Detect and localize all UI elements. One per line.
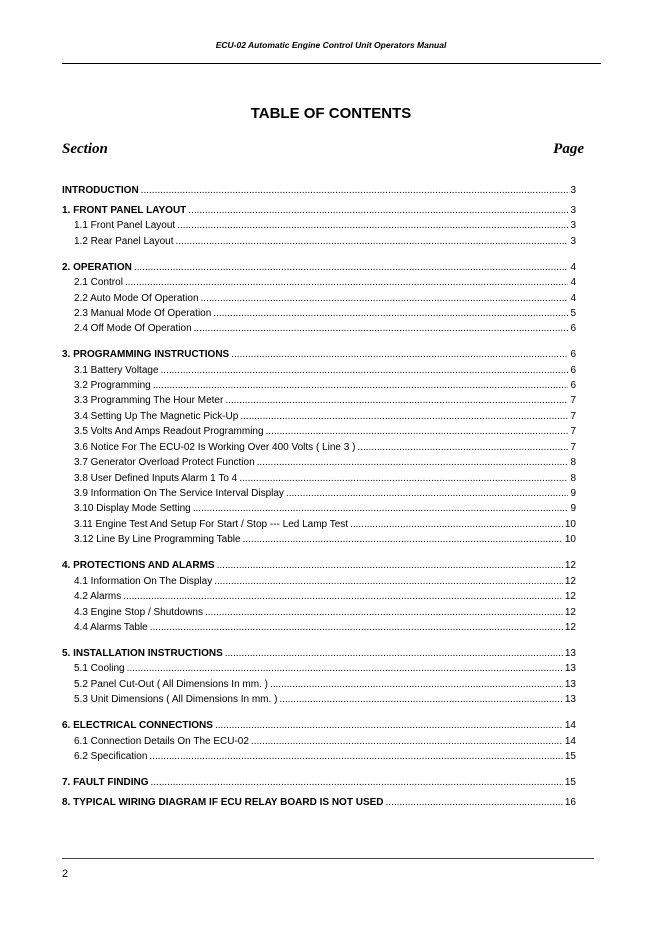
toc-entry-page: 14 [564,720,576,731]
toc-entry-title: 3.7 Generator Overload Protect Function [74,457,255,468]
toc-entry-page: 12 [564,607,576,618]
toc-subsection-entry [74,621,576,635]
toc-entry-page: 6 [570,323,576,334]
dot-leader [194,322,569,336]
toc-entry-title: 4.2 Alarms [74,591,122,602]
toc-entry-page: 14 [564,736,576,747]
toc-entry-title: 1.1 Front Panel Layout [74,220,176,231]
toc-entry-page: 4 [570,277,576,288]
toc-subsection-entry [74,518,576,532]
toc-entry-title: 3.3 Programming The Hour Meter [74,395,224,406]
toc-section-entry [62,184,576,198]
dot-leader [150,776,562,790]
toc-section-entry [62,348,576,362]
dot-leader [240,410,568,424]
toc-entry-title: 5. INSTALLATION INSTRUCTIONS [62,648,223,659]
running-header: ECU-02 Automatic Engine Control Unit Operators Manual [215,40,447,50]
toc-entry-title: 2.2 Auto Mode Of Operation [74,293,199,304]
dot-leader [286,487,569,501]
toc-entry-title: 6.1 Connection Details On The ECU-02 [74,736,249,747]
toc-entry-page: 7 [570,442,576,453]
toc-subsection-entry [74,487,576,501]
toc-entry-title: 2.3 Manual Mode Of Operation [74,308,212,319]
dot-leader [201,292,569,306]
toc-subsection-entry [74,456,576,470]
page-column-label: Page [553,141,584,157]
dot-leader [225,394,568,408]
toc-entry-page: 13 [564,663,576,674]
toc-entry-page: 6 [570,380,576,391]
toc-subsection-entry [74,394,576,408]
toc-entry-title: 3.12 Line By Line Programming Table [74,534,241,545]
toc-entry-title: 4.1 Information On The Display [74,576,213,587]
toc-entry-title: 3. PROGRAMMING INSTRUCTIONS [62,349,230,360]
toc-entry-page: 13 [564,648,576,659]
toc-subsection-entry [74,533,576,547]
toc-subsection-entry [74,678,576,692]
dot-leader [217,559,563,573]
toc-entry-page: 9 [570,503,576,514]
dot-leader [141,184,569,198]
toc-entry-title: 3.9 Information On The Service Interval Display [74,488,284,499]
toc-entry-title: 8. TYPICAL WIRING DIAGRAM IF ECU RELAY BOARD IS NOT USED [62,797,384,808]
toc-entry-page: 3 [570,185,576,196]
toc-entry-page: 9 [570,488,576,499]
toc-section-entry [62,261,576,275]
dot-leader [149,750,562,764]
toc-section-entry [62,776,576,790]
toc-title: TABLE OF CONTENTS [250,105,412,122]
toc-entry-title: 3.5 Volts And Amps Readout Programming [74,426,264,437]
toc-entry-page: 7 [570,395,576,406]
toc-subsection-entry [74,379,576,393]
toc-subsection-entry [74,425,576,439]
toc-section-entry [62,719,576,733]
toc-entry-page: 3 [570,220,576,231]
dot-leader [270,678,563,692]
toc-entry-title: 3.11 Engine Test And Setup For Start / Stop --- Led Lamp Test [74,519,349,530]
toc-entry-title: 4. PROTECTIONS AND ALARMS [62,560,215,571]
toc-entry-page: 16 [564,797,576,808]
toc-entry-page: 6 [570,349,576,360]
toc-section-entry [62,647,576,661]
toc-entry-title: 2.1 Control [74,277,123,288]
toc-entry-page: 8 [570,473,576,484]
page-number: 2 [62,868,69,880]
dot-leader [125,276,569,290]
toc-entry-title: INTRODUCTION [62,185,139,196]
toc-entry-title: 4.3 Engine Stop / Shutdowns [74,607,203,618]
toc-subsection-entry [74,307,576,321]
dot-leader [213,307,568,321]
toc-entry-page: 15 [564,777,576,788]
toc-entry-page: 3 [570,236,576,247]
toc-subsection-entry [74,472,576,486]
toc-subsection-entry [74,693,576,707]
dot-leader [257,456,569,470]
toc-entry-title: 3.2 Programming [74,380,151,391]
toc-section-entry [62,559,576,573]
toc-entry-title: 3.8 User Defined Inputs Alarm 1 To 4 [74,473,238,484]
dot-leader [279,693,562,707]
toc-subsection-entry [74,322,576,336]
dot-leader [188,204,568,218]
toc-entry-page: 7 [570,411,576,422]
dot-leader [357,441,568,455]
toc-entry-page: 3 [570,205,576,216]
toc-entry-title: 1. FRONT PANEL LAYOUT [62,205,187,216]
toc-entry-page: 5 [570,308,576,319]
footer-rule [62,858,594,859]
toc-entry-title: 5.2 Panel Cut-Out ( All Dimensions In mm. ) [74,679,268,690]
dot-leader [153,379,569,393]
toc-entry-page: 13 [564,694,576,705]
dot-leader [127,662,563,676]
toc-entry-page: 12 [564,622,576,633]
toc-subsection-entry [74,606,576,620]
toc-subsection-entry [74,235,576,249]
toc-subsection-entry [74,441,576,455]
dot-leader [177,219,568,233]
dot-leader [251,735,563,749]
dot-leader [134,261,569,275]
toc-subsection-entry [74,735,576,749]
toc-subsection-entry [74,590,576,604]
toc-entry-title: 2.4 Off Mode Of Operation [74,323,192,334]
toc-entry-page: 4 [570,293,576,304]
toc-entry-title: 3.4 Setting Up The Magnetic Pick-Up [74,411,239,422]
toc-entry-title: 3.10 Display Mode Setting [74,503,191,514]
toc-entry-title: 2. OPERATION [62,262,132,273]
toc-section-entry [62,204,576,218]
toc-entry-page: 12 [564,560,576,571]
dot-leader [350,518,563,532]
section-column-label: Section [62,141,108,157]
toc-subsection-entry [74,364,576,378]
toc-entry-page: 7 [570,426,576,437]
header-rule [62,63,601,64]
dot-leader [123,590,563,604]
dot-leader [150,621,563,635]
dot-leader [231,348,568,362]
toc-entry-page: 15 [564,751,576,762]
toc-entry-title: 1.2 Rear Panel Layout [74,236,174,247]
toc-subsection-entry [74,292,576,306]
toc-entry-title: 3.6 Notice For The ECU-02 Is Working Over 400 Volts ( Line 3 ) [74,442,356,453]
toc-subsection-entry [74,276,576,290]
dot-leader [386,796,563,810]
dot-leader [214,575,563,589]
dot-leader [161,364,569,378]
toc-subsection-entry [74,662,576,676]
toc-entry-title: 6.2 Specification [74,751,148,762]
toc-entry-page: 4 [570,262,576,273]
toc-entry-page: 8 [570,457,576,468]
toc-entry-title: 5.3 Unit Dimensions ( All Dimensions In mm. ) [74,694,278,705]
toc-subsection-entry [74,575,576,589]
toc-entry-page: 12 [564,576,576,587]
toc-entry-page: 12 [564,591,576,602]
toc-subsection-entry [74,219,576,233]
dot-leader [239,472,568,486]
toc-entry-title: 4.4 Alarms Table [74,622,148,633]
dot-leader [176,235,569,249]
toc-subsection-entry [74,502,576,516]
dot-leader [215,719,563,733]
dot-leader [266,425,569,439]
toc-subsection-entry [74,410,576,424]
toc-entry-page: 13 [564,679,576,690]
toc-entry-title: 3.1 Battery Voltage [74,365,159,376]
toc-section-entry [62,796,576,810]
toc-entry-title: 5.1 Cooling [74,663,125,674]
toc-subsection-entry [74,750,576,764]
dot-leader [225,647,563,661]
toc-entry-page: 6 [570,365,576,376]
toc-entry-title: 7. FAULT FINDING [62,777,149,788]
dot-leader [205,606,563,620]
toc-entry-page: 10 [564,519,576,530]
dot-leader [243,533,563,547]
dot-leader [193,502,569,516]
toc-entry-title: 6. ELECTRICAL CONNECTIONS [62,720,213,731]
toc-entry-page: 10 [564,534,576,545]
